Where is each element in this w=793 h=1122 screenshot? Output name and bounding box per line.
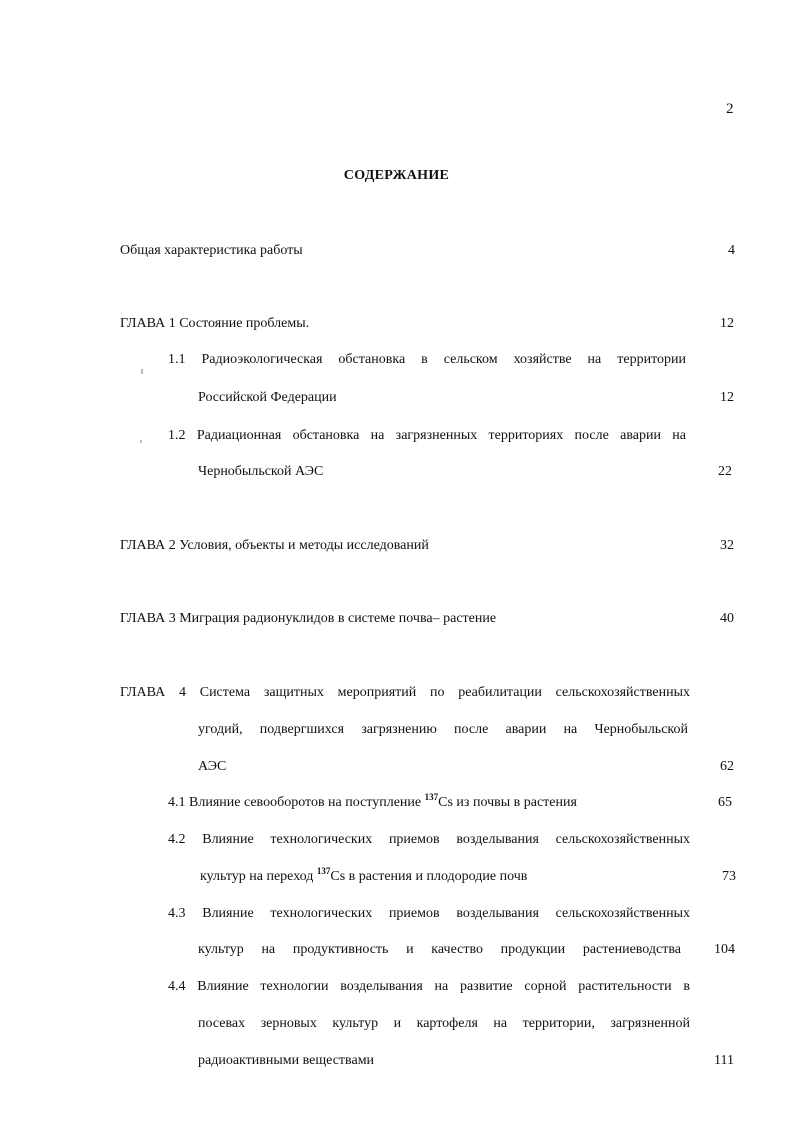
- toc-entry-page: 73: [722, 869, 736, 884]
- scan-speck: [140, 440, 142, 443]
- toc-entry-line: 1.2 Радиационная обстановка на загрязненных территориях после аварии на: [168, 428, 686, 443]
- toc-entry-text-suffix: Cs в растения и плодородие почв: [330, 869, 528, 884]
- scan-speck: [141, 369, 143, 374]
- toc-entry-line: 4.3 Влияние технологических приемов возделывания сельскохозяйственных: [168, 906, 690, 921]
- toc-entry-line: посевах зерновых культур и картофеля на территории, загрязненной: [198, 1016, 690, 1031]
- toc-entry-line: 1.1 Радиоэкологическая обстановка в сельском хозяйстве на территории: [168, 352, 686, 367]
- page-number: 2: [726, 101, 734, 117]
- toc-entry-line: [168, 794, 577, 812]
- toc-entry-page: 22: [718, 464, 732, 479]
- toc-entry-text-suffix: Cs из почвы в растения: [438, 795, 577, 810]
- isotope-mass-number: 137: [424, 792, 439, 802]
- toc-entry-page: 111: [714, 1053, 734, 1068]
- toc-entry-text: Общая характеристика работы: [120, 243, 303, 258]
- toc-entry-page: 65: [718, 795, 732, 810]
- toc-entry-text: ГЛАВА 1 Состояние проблемы.: [120, 316, 310, 331]
- toc-entry-page: 32: [720, 538, 734, 553]
- isotope-mass-number: 137: [316, 866, 331, 876]
- toc-entry-line: радиоактивными веществами: [198, 1053, 375, 1068]
- page-title: СОДЕРЖАНИЕ: [343, 168, 450, 183]
- toc-entry-page: 104: [714, 942, 735, 957]
- toc-entry-line: культур на продуктивность и качество продукции растениеводства: [198, 942, 681, 957]
- toc-entry-line: [200, 868, 527, 886]
- toc-entry-line: 4.2 Влияние технологических приемов возделывания сельскохозяйственных: [168, 832, 690, 847]
- toc-entry-page: 4: [728, 243, 735, 258]
- toc-entry-text: ГЛАВА 2 Условия, объекты и методы исследований: [120, 538, 429, 553]
- toc-entry-line: угодий, подвергшихся загрязнению после аварии на Чернобыльской: [198, 722, 688, 737]
- toc-entry-page: 40: [720, 611, 734, 626]
- toc-entry-page: 12: [720, 390, 734, 405]
- toc-entry-page: 62: [720, 759, 734, 774]
- toc-entry-text-prefix: 4.1 Влияние севооборотов на поступление: [168, 795, 425, 810]
- toc-entry-text: ГЛАВА 3 Миграция радионуклидов в системе почва– растение: [120, 611, 497, 626]
- toc-entry-line: АЭС: [198, 759, 227, 774]
- toc-entry-line: ГЛАВА 4 Система защитных мероприятий по реабилитации сельскохозяйственных: [120, 685, 690, 700]
- toc-entry-line: Российской Федерации: [198, 390, 337, 405]
- toc-entry-page: 12: [720, 316, 734, 331]
- toc-entry-line: 4.4 Влияние технологии возделывания на развитие сорной растительности в: [168, 979, 690, 994]
- toc-entry-text-prefix: культур на переход: [200, 869, 317, 884]
- toc-entry-line: Чернобыльской АЭС: [198, 464, 324, 479]
